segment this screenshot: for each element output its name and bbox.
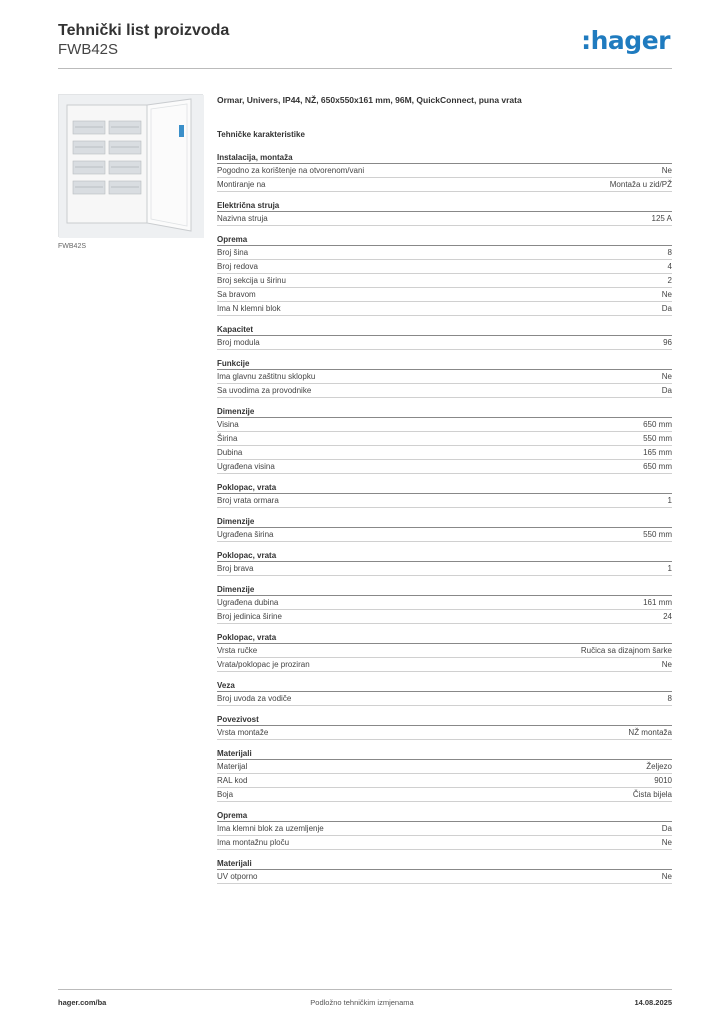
spec-label: Dubina [217,448,243,457]
header-divider [58,68,672,69]
spec-value: Ne [661,838,672,847]
spec-row [217,432,672,446]
spec-group-title: Poklopac, vrata [217,631,672,644]
spec-row [217,610,672,624]
spec-group [217,631,672,672]
spec-row [217,822,672,836]
spec-value: NŽ montaža [628,728,672,737]
spec-group [217,151,672,192]
spec-label: Sa uvodima za provodnike [217,386,312,395]
spec-group-title: Funkcije [217,357,672,370]
spec-label: Broj šina [217,248,249,257]
spec-value: Ne [661,872,672,881]
product-code: FWB42S [58,41,119,58]
spec-row [217,274,672,288]
spec-group-title: Dimenzije [217,515,672,528]
spec-row [217,446,672,460]
spec-label: Visina [217,420,239,429]
spec-value: Da [661,824,672,833]
footer-website: hager.com/ba [58,998,107,1007]
spec-row [217,384,672,398]
spec-group-title: Dimenzije [217,405,672,418]
spec-row [217,418,672,432]
spec-row [217,836,672,850]
spec-label: Materijal [217,762,248,771]
spec-row [217,212,672,226]
spec-label: Vrata/poklopac je proziran [217,660,310,669]
spec-label: Ima glavnu zaštitnu sklopku [217,372,316,381]
spec-row [217,774,672,788]
spec-group [217,713,672,740]
spec-value: 550 mm [643,530,672,539]
spec-group-title: Električna struja [217,199,672,212]
spec-group [217,549,672,576]
spec-value: 550 mm [643,434,672,443]
cabinet-illustration [59,95,204,238]
spec-label: Nazivna struja [217,214,268,223]
spec-group [217,357,672,398]
spec-row [217,788,672,802]
spec-label: Broj brava [217,564,254,573]
spec-row [217,494,672,508]
spec-row [217,726,672,740]
spec-row [217,302,672,316]
spec-value: 1 [667,564,672,573]
spec-group [217,583,672,624]
product-image-caption: FWB42S [58,243,87,250]
spec-label: Pogodno za korištenje na otvorenom/vani [217,166,365,175]
spec-group-title: Materijali [217,857,672,870]
spec-group-title: Oprema [217,233,672,246]
spec-label: Broj jedinica širine [217,612,282,621]
spec-group [217,747,672,802]
spec-label: Broj redova [217,262,258,271]
spec-value: 8 [667,248,672,257]
document-title: Tehnički list proizvoda [58,22,230,39]
spec-label: Broj modula [217,338,260,347]
spec-row [217,528,672,542]
spec-label: Broj sekcija u širinu [217,276,286,285]
spec-value: Montaža u zid/PŽ [609,180,672,189]
spec-group-title: Poklopac, vrata [217,549,672,562]
spec-group-title: Dimenzije [217,583,672,596]
spec-group [217,857,672,884]
spec-value: 2 [667,276,672,285]
spec-row [217,644,672,658]
spec-row [217,460,672,474]
hager-logo: :hager [581,26,670,55]
spec-row [217,658,672,672]
spec-group [217,199,672,226]
spec-value: Ne [661,660,672,669]
spec-value: 1 [667,496,672,505]
spec-row [217,288,672,302]
page-header [58,22,672,70]
spec-group-title: Instalacija, montaža [217,151,672,164]
spec-label: Ima montažnu ploču [217,838,290,847]
spec-label: RAL kod [217,776,248,785]
spec-label: Ugrađena dubina [217,598,279,607]
spec-group-title: Oprema [217,809,672,822]
spec-label: Ima N klemni blok [217,304,281,313]
spec-value: Željezo [646,762,672,771]
footer-date: 14.08.2025 [634,998,672,1007]
spec-value: Ne [661,372,672,381]
spec-label: UV otporno [217,872,258,881]
spec-value: Da [661,304,672,313]
spec-group [217,233,672,316]
spec-row [217,562,672,576]
spec-group-title: Kapacitet [217,323,672,336]
product-image [58,94,203,237]
spec-row [217,246,672,260]
spec-value: 8 [667,694,672,703]
product-description: Ormar, Univers, IP44, NŽ, 650x550x161 mm, 96M, QuickConnect, puna vrata [217,95,522,105]
spec-label: Broj vrata ormara [217,496,279,505]
spec-value: 650 mm [643,462,672,471]
spec-row [217,692,672,706]
spec-value: 125 A [651,214,672,223]
spec-row [217,164,672,178]
spec-label: Ima klemni blok za uzemljenje [217,824,324,833]
spec-label: Širina [217,434,238,443]
spec-label: Montiranje na [217,180,266,189]
spec-value: 96 [663,338,672,347]
spec-label: Broj uvoda za vodiče [217,694,292,703]
spec-value: 4 [667,262,672,271]
spec-row [217,870,672,884]
spec-group-title: Veza [217,679,672,692]
spec-group [217,481,672,508]
spec-row [217,178,672,192]
spec-label: Boja [217,790,234,799]
spec-value: Ručica sa dizajnom šarke [580,646,672,655]
spec-label: Ugrađena širina [217,530,274,539]
spec-groups [217,151,672,884]
technical-characteristics-title: Tehničke karakteristike [217,130,305,139]
spec-group [217,323,672,350]
spec-group [217,405,672,474]
spec-group [217,679,672,706]
spec-row [217,596,672,610]
spec-label: Vrsta montaže [217,728,269,737]
footer-divider [58,989,672,990]
spec-value: 165 mm [643,448,672,457]
spec-row [217,370,672,384]
spec-label: Sa bravom [217,290,256,299]
spec-row [217,260,672,274]
spec-value: 24 [663,612,672,621]
spec-group-title: Materijali [217,747,672,760]
spec-value: 650 mm [643,420,672,429]
footer-disclaimer: Podložno tehničkim izmjenama [310,998,414,1007]
spec-value: Ne [661,166,672,175]
spec-value: Da [661,386,672,395]
spec-label: Ugrađena visina [217,462,275,471]
spec-value: Ne [661,290,672,299]
spec-label: Vrsta ručke [217,646,258,655]
spec-group-title: Poklopac, vrata [217,481,672,494]
spec-value: 161 mm [643,598,672,607]
spec-group-title: Povezivost [217,713,672,726]
spec-group [217,515,672,542]
spec-row [217,760,672,774]
spec-row [217,336,672,350]
spec-group [217,809,672,850]
spec-value: 9010 [654,776,672,785]
spec-value: Čista bijela [632,790,672,799]
specifications [217,95,672,891]
